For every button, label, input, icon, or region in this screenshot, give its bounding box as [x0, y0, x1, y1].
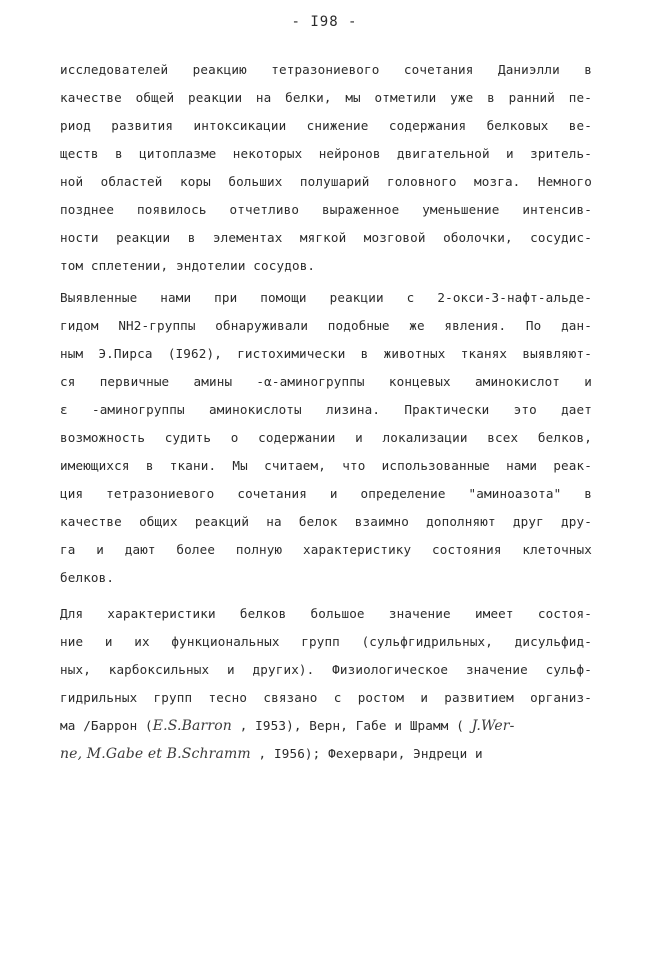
- text-line: ция тетразониевого сочетания и определение "аминоазота" в: [60, 486, 592, 501]
- text-line: ных, карбоксильных и других). Физиологическое значение сульф-: [60, 662, 592, 677]
- text-line-with-handwriting: [60, 746, 592, 762]
- text-line: ществ в цитоплазме некоторых нейронов двигательной и зритель-: [60, 146, 592, 161]
- text-line: возможность судить о содержании и локализации всех белков,: [60, 430, 592, 445]
- text-line: ным Э.Пирса (I962), гистохимически в животных тканях выявляют-: [60, 346, 592, 361]
- handwritten-name: ne, M.Gabe et B.Schramm: [60, 746, 251, 762]
- text-line: ной областей коры больших полушарий головного мозга. Немного: [60, 174, 592, 189]
- text-line: исследователей реакцию тетразониевого сочетания Даниэлли в: [60, 62, 592, 77]
- handwritten-name: J.Wer-: [471, 718, 515, 734]
- text-line: ние и их функциональных групп (сульфгидрильных, дисульфид-: [60, 634, 592, 649]
- text-segment: , I956); Фехервари, Эндреци и: [250, 746, 483, 761]
- text-line: белков.: [60, 570, 115, 585]
- text-line: риод развития интоксикации снижение содержания белковых ве-: [60, 118, 592, 133]
- text-line: позднее появилось отчетливо выраженное уменьшение интенсив-: [60, 202, 592, 217]
- text-line-with-handwriting: [60, 718, 592, 734]
- text-line: Для характеристики белков большое значение имеет состоя-: [60, 606, 592, 621]
- text-segment: , I953), Верн, Габе и Шрамм (: [231, 718, 472, 733]
- text-line: имеющихся в ткани. Мы считаем, что использованные нами реак-: [60, 458, 592, 473]
- text-line: ности реакции в элементах мягкой мозговой оболочки, сосудис-: [60, 230, 592, 245]
- page-number: - I98 -: [291, 14, 358, 30]
- text-line: гидом NH2-группы обнаруживали подобные же явления. По дан-: [60, 318, 592, 333]
- handwritten-name: E.S.Barron: [152, 718, 232, 734]
- text-line: качестве общих реакций на белок взаимно дополняют друг дру-: [60, 514, 592, 529]
- text-line: качестве общей реакции на белки, мы отметили уже в ранний пе-: [60, 90, 592, 105]
- text-line: гидрильных групп тесно связано с ростом и развитием организ-: [60, 690, 592, 705]
- text-line: га и дают более полную характеристику состояния клеточных: [60, 542, 592, 557]
- text-line: Выявленные нами при помощи реакции с 2-окси-3-нафт-альде-: [60, 290, 592, 305]
- text-segment: ма /Баррон (: [60, 718, 153, 733]
- text-line: ся первичные амины -α-аминогруппы концевых аминокислот и: [60, 374, 592, 389]
- text-line: ε -аминогруппы аминокислоты лизина. Практически это дает: [60, 402, 592, 417]
- text-line: том сплетении, эндотелии сосудов.: [60, 258, 316, 273]
